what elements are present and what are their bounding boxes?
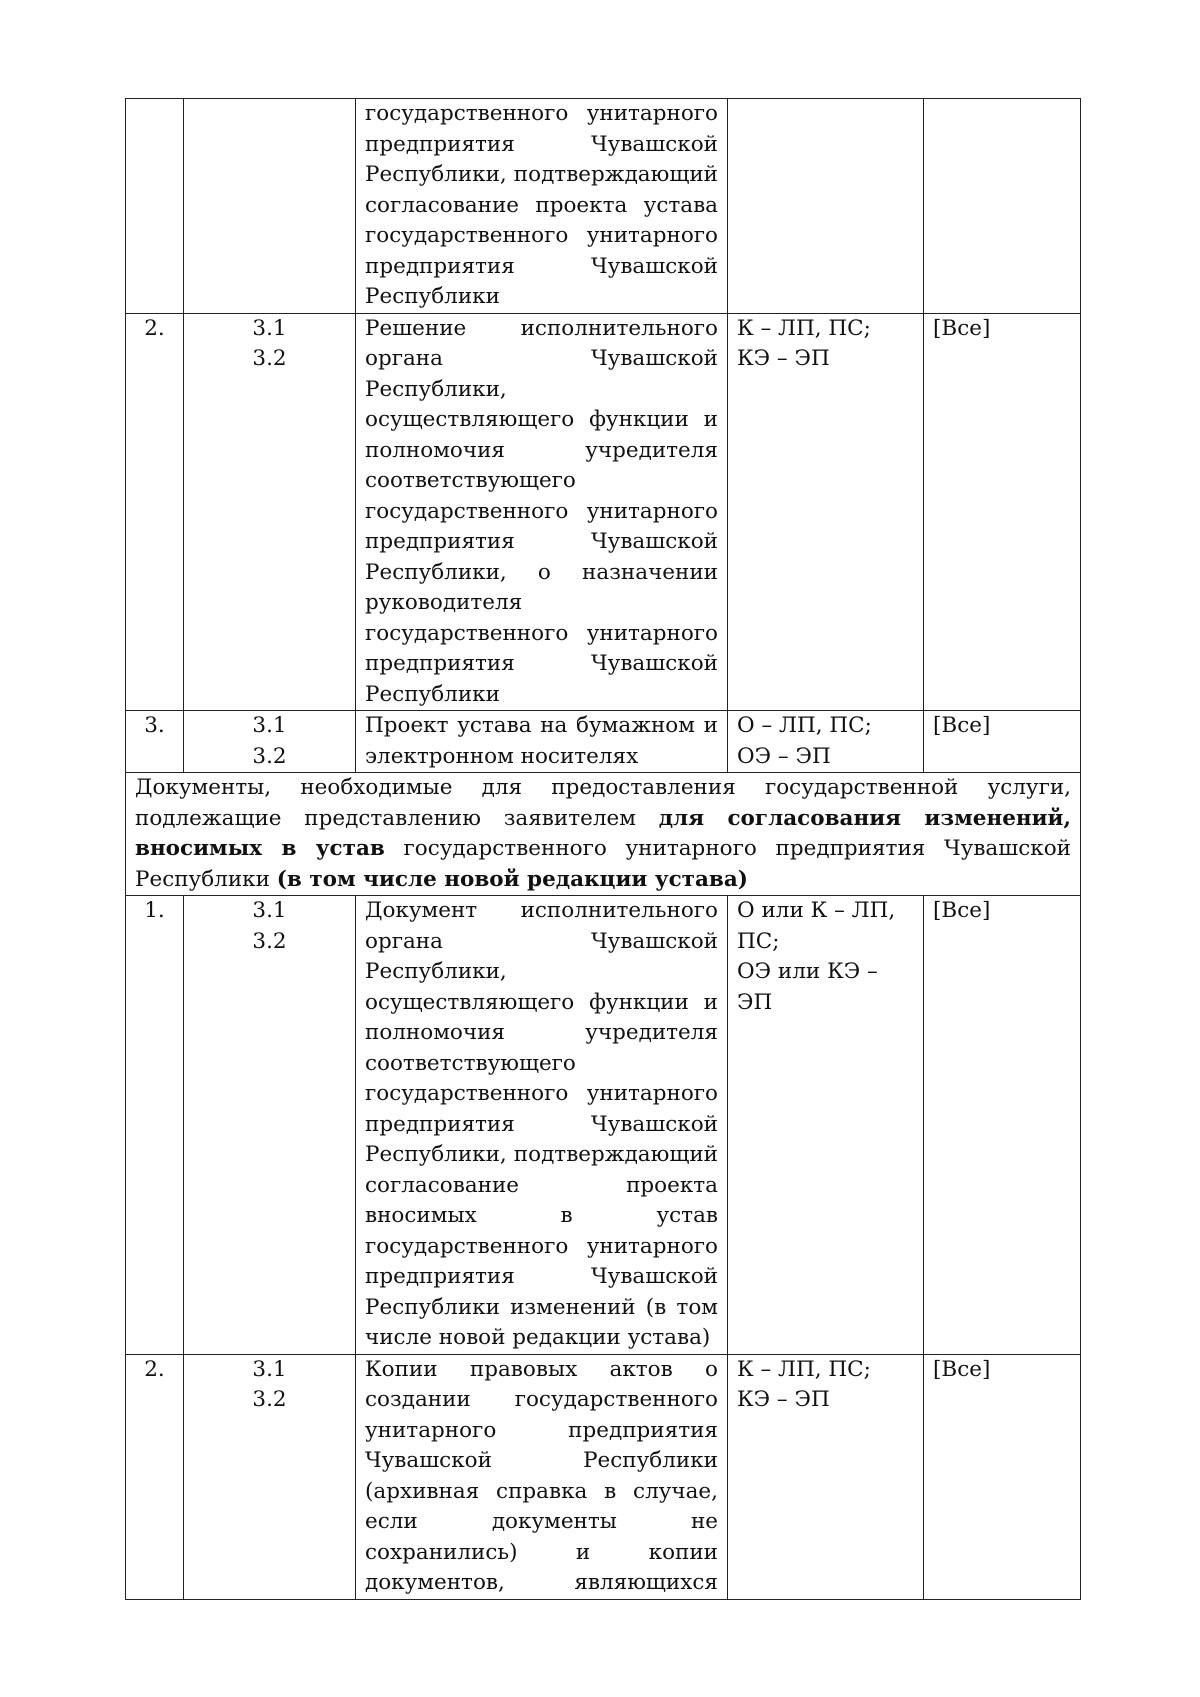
section-header-row (126, 773, 1081, 896)
row-applies: [Все] (924, 313, 1081, 711)
row-applies: [Все] (924, 711, 1081, 773)
table-row (126, 99, 1081, 314)
table-row (126, 896, 1081, 1355)
row-sections: 3.1 3.2 (184, 1354, 356, 1599)
row-number: 2. (126, 1354, 184, 1599)
row-description: Документ исполнительного органа Чувашской Республики, осуществляющего функции и полномочия учредителя соответствующего государственного унитарного предприятия Чувашской Республики, подтверждающий согласование проекта вносимых в устав государственного унитарного предприятия Чувашской Республики изменений (в том числе новой редакции устава) (356, 896, 728, 1355)
row-sections: 3.1 3.2 (184, 313, 356, 711)
table-row (126, 711, 1081, 773)
row-description: Решение исполнительного органа Чувашской Республики, осуществляющего функции и полномочия учредителя соответствующего государственного унитарного предприятия Чувашской Республики, о назначении руководителя государственного унитарного предприятия Чувашской Республики (356, 313, 728, 711)
row-sections: 3.1 3.2 (184, 711, 356, 773)
row-applies: [Все] (924, 1354, 1081, 1599)
row-description: Проект устава на бумажном и электронном носителях (356, 711, 728, 773)
row-number (126, 99, 184, 314)
row-number: 2. (126, 313, 184, 711)
row-format: О – ЛП, ПС; ОЭ – ЭП (728, 711, 924, 773)
row-sections (184, 99, 356, 314)
row-description: Копии правовых актов о создании государственного унитарного предприятия Чувашской Республики (архивная справка в случае, если документы не сохранились) и копии документов, являющихся (356, 1354, 728, 1599)
row-description: государственного унитарного предприятия Чувашской Республики, подтверждающий согласование проекта устава государственного унитарного предприятия Чувашской Республики (356, 99, 728, 314)
row-sections: 3.1 3.2 (184, 896, 356, 1355)
documents-table (125, 98, 1081, 1600)
row-applies: [Все] (924, 896, 1081, 1355)
row-format (728, 99, 924, 314)
section-header: Документы, необходимые для предоставления государственной услуги, подлежащие представлению заявителем для согласования изменений, вносимых в устав государственного унитарного предприятия Чувашской Республики (в том числе новой редакции устава) (126, 773, 1081, 896)
table-row (126, 1354, 1081, 1599)
row-number: 3. (126, 711, 184, 773)
table-row (126, 313, 1081, 711)
row-number: 1. (126, 896, 184, 1355)
row-format: О или К – ЛП, ПС; ОЭ или КЭ – ЭП (728, 896, 924, 1355)
row-applies (924, 99, 1081, 314)
row-format: К – ЛП, ПС; КЭ – ЭП (728, 313, 924, 711)
row-format: К – ЛП, ПС; КЭ – ЭП (728, 1354, 924, 1599)
